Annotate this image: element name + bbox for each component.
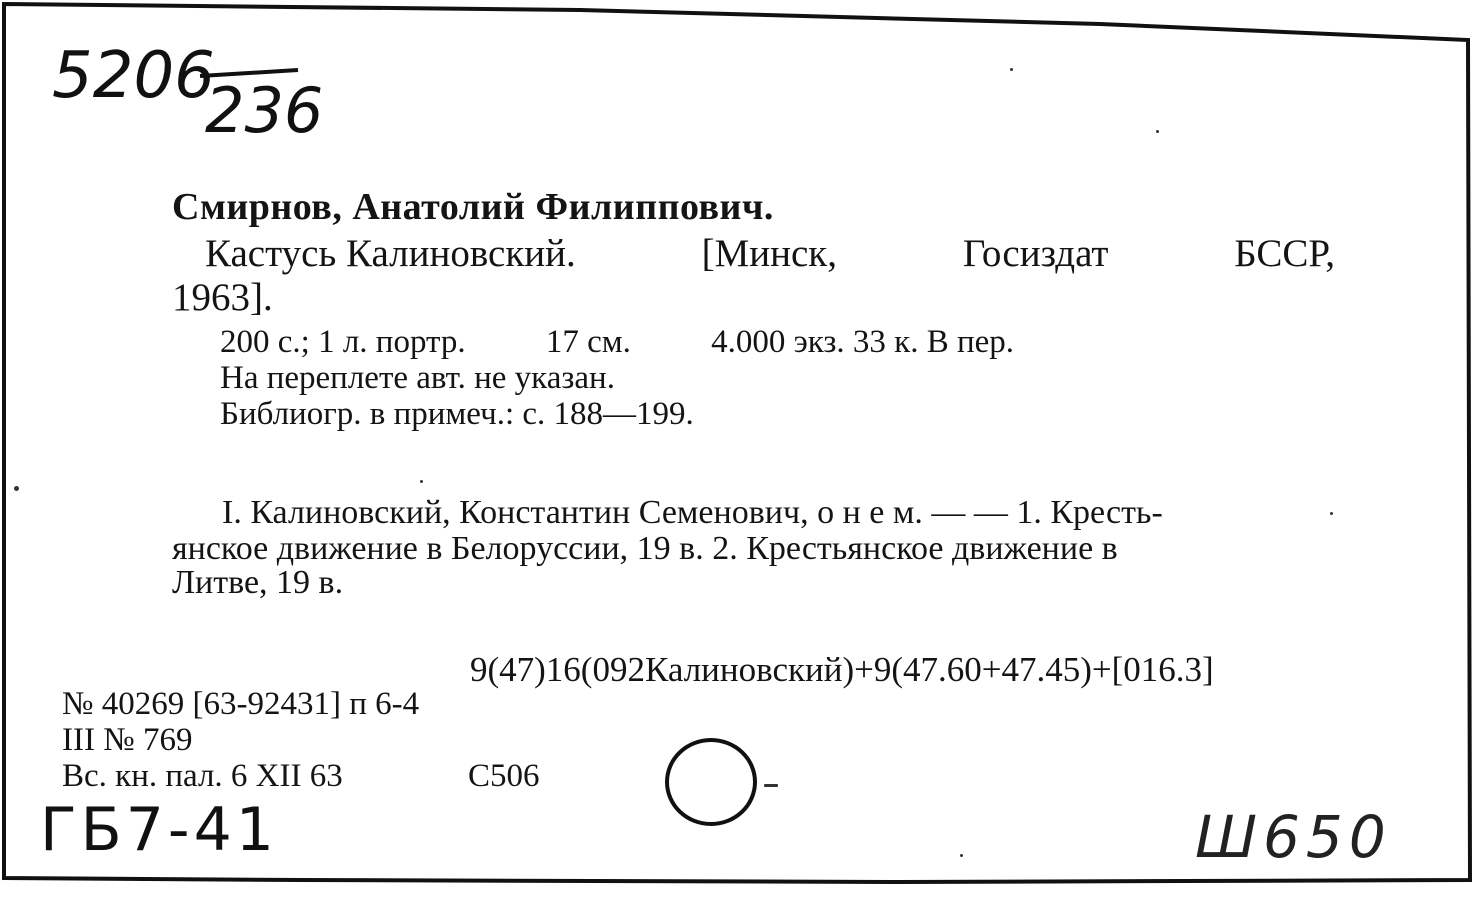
stamp-dash [764,784,778,787]
publisher-org: БССР, [1234,232,1335,275]
dust-speck [1010,68,1013,71]
size-info: 17 см. [545,324,631,360]
cutter-number: С506 [468,758,540,794]
publisher: Госиздат [962,232,1109,275]
record-number: № 40269 [63-92431] п 6-4 [62,686,420,722]
handwritten-bottom-right: Ш650 [1195,803,1392,871]
dust-speck [960,854,963,857]
copies-price-info: 4.000 экз. 33 к. В пер. [711,324,1015,360]
pages-info: 200 с.; 1 л. портр. [220,324,466,360]
physical-description [220,326,1014,359]
handwritten-call-number: 5206 [52,39,215,113]
subject-line-1: I. Калиновский, Константин Семенович, о н е м. — — 1. Кресть- [222,494,1163,531]
chamber-date: Вс. кн. пал. 6 XII 63 [62,758,343,794]
stamp-circle [665,738,757,826]
dust-speck [1156,130,1159,133]
handwritten-bottom-left: ГБ7-41 [40,795,278,865]
note-binding: На переплете авт. не указан. [220,360,615,396]
author-heading: Смирнов, Анатолий Филиппович. [172,186,774,228]
dust-speck [420,480,423,483]
title-line [205,234,1335,273]
dust-speck [1330,512,1333,515]
printing-number: III № 769 [62,722,193,758]
handwritten-subnumber: 236 [205,74,324,147]
book-title: Кастусь Калиновский. [205,232,576,275]
dust-speck [14,486,19,491]
publication-place: [Минск, [701,232,838,275]
note-bibliography: Библиогр. в примеч.: с. 188—199. [220,396,694,432]
subject-line-2: янское движение в Белоруссии, 19 в. 2. Крестьянское движение в [172,530,1118,567]
classification-code: 9(47)16(092Калиновский)+9(47.60+47.45)+[016.3] [470,650,1214,689]
publication-year: 1963]. [172,276,273,319]
subject-line-3: Литве, 19 в. [172,564,344,601]
